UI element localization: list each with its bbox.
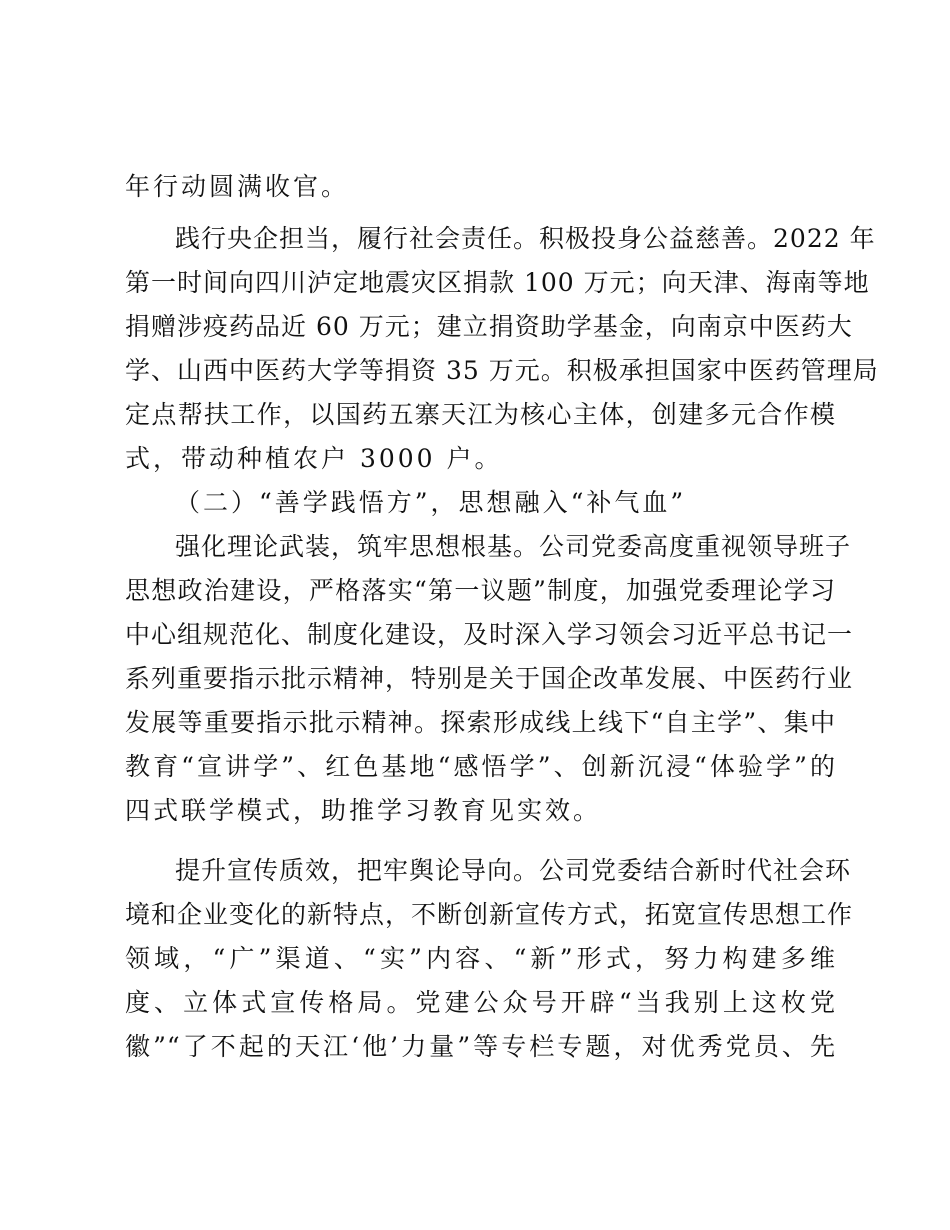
paragraph-line: 系列重要指示批示精神，特别是关于国企改革发展、中医药行业 [125, 664, 854, 693]
paragraph-line: 式，带动种植农户 3000 户。 [125, 444, 503, 473]
paragraph-line: 教育“宣讲学”、红色基地“感悟学”、创新沉浸“体验学”的 [125, 752, 836, 781]
paragraph-line: 领域，“广”渠道、“实”内容、“新”形式，努力构建多维 [125, 944, 836, 973]
document-page [125, 165, 879, 1069]
paragraph-line: 定点帮扶工作，以国药五寨天江为核心主体，创建多元合作模 [125, 400, 836, 429]
paragraph-line: 践行央企担当，履行社会责任。积极投身公益慈善。2022 年 [175, 224, 876, 253]
paragraph-line: 提升宣传质效，把牢舆论导向。公司党委结合新时代社会环 [175, 856, 852, 885]
paragraph-line: 发展等重要指示批示精神。探索形成线上线下“自主学”、集中 [125, 708, 836, 737]
paragraph-line: 捐赠涉疫药品近 60 万元；建立捐资助学基金，向南京中医药大 [125, 312, 853, 341]
paragraph-line: 学、山西中医药大学等捐资 35 万元。积极承担国家中医药管理局 [125, 356, 879, 385]
paragraph-line: 度、立体式宣传格局。党建公众号开辟“当我别上这枚党 [125, 988, 836, 1017]
paragraph-line: 四式联学模式，助推学习教育见实效。 [125, 796, 602, 825]
paragraph-line: 思想政治建设，严格落实“第一议题”制度，加强党委理论学习 [125, 576, 836, 605]
paragraph-line: 徽”“了不起的天江‘他’力量”等专栏专题，对优秀党员、先 [125, 1032, 836, 1061]
paragraph-line: 中心组规范化、制度化建设，及时深入学习领会习近平总书记一 [125, 620, 854, 649]
paragraph-line: 强化理论武装，筑牢思想根基。公司党委高度重视领导班子 [175, 532, 852, 561]
paragraph-line: 境和企业变化的新特点，不断创新宣传方式，拓宽宣传思想工作 [125, 900, 854, 929]
paragraph-line: 第一时间向四川泸定地震灾区捐款 100 万元；向天津、海南等地 [125, 268, 870, 297]
paragraph-line: 年行动圆满收官。 [125, 172, 350, 201]
section-heading: （二）“善学践悟方”，思想融入“补气血” [175, 488, 687, 517]
